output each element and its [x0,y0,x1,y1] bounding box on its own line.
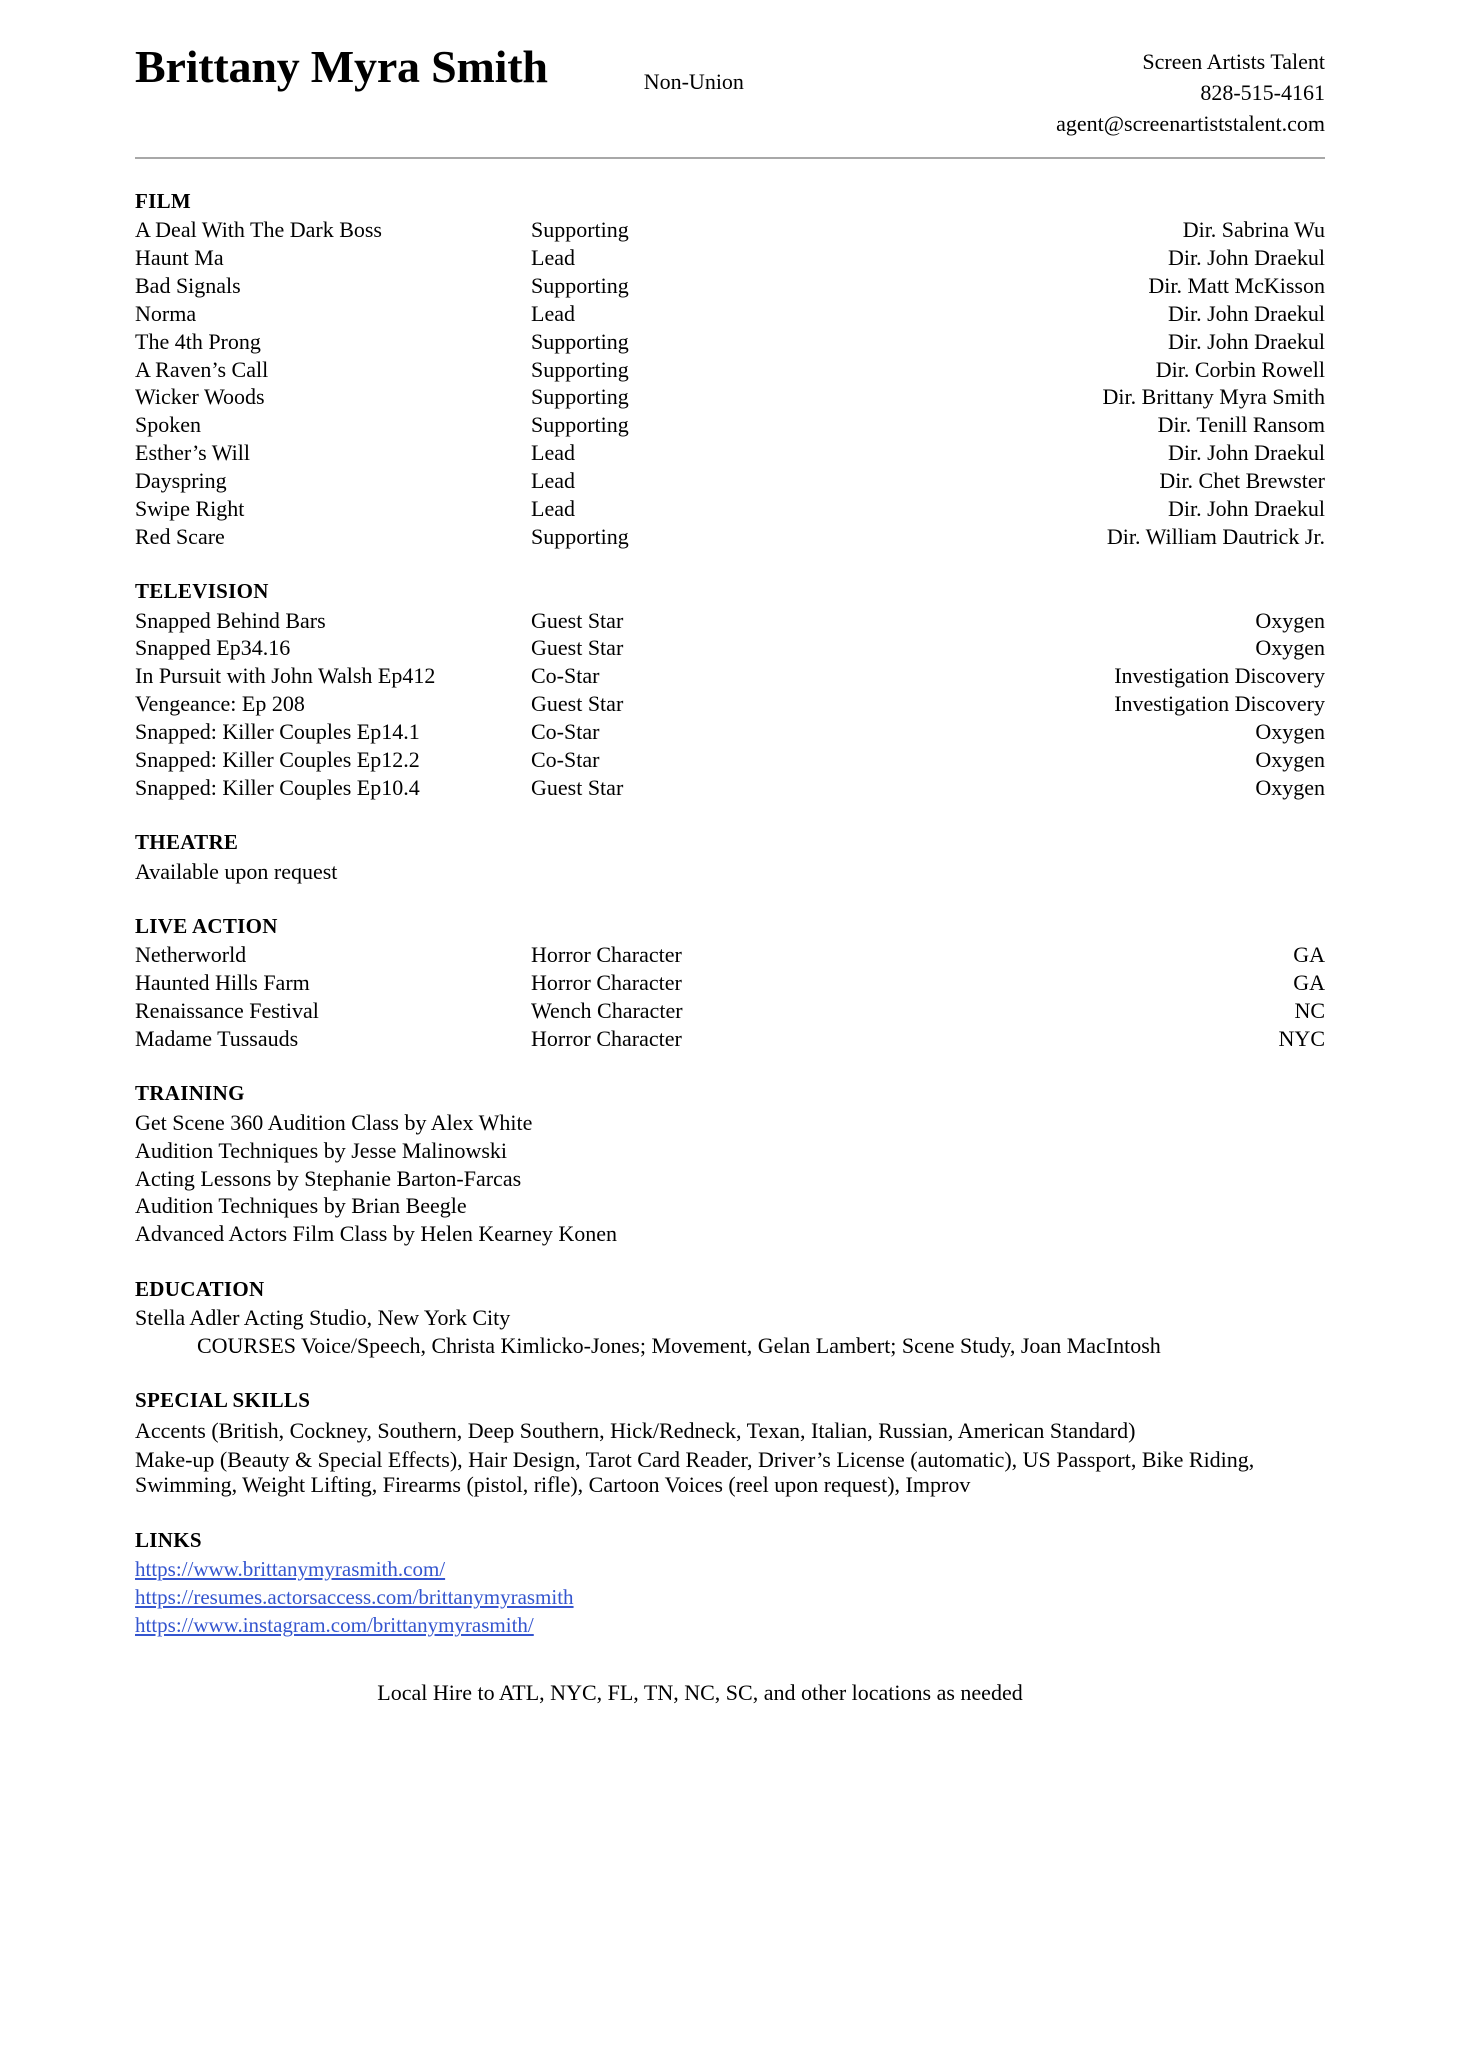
section-title-education: EDUCATION [135,1276,265,1301]
table-row [135,384,1325,412]
footer-note: Local Hire to ATL, NYC, FL, TN, NC, SC, and other locations as needed [377,1680,1023,1706]
credit-title: Wicker Woods [135,384,265,410]
list-item: Audition Techniques by Brian Beegle [135,1193,467,1219]
credit-title: The 4th Prong [135,328,261,354]
credit-role: Guest Star [531,691,624,717]
contact-block [1056,44,1325,140]
credit-role: Supporting [531,384,629,410]
section-film [135,189,1325,551]
union-status: Non-Union [643,69,744,94]
live-action-rows [135,942,1325,1053]
credit-role: Supporting [531,272,629,298]
credit-title: Haunted Hills Farm [135,970,310,996]
instagram-link[interactable]: https://www.instagram.com/brittanymyrasmith/ [135,1613,534,1638]
table-row [135,942,1325,970]
education-courses: COURSES Voice/Speech, Christa Kimlicko-Jones; Movement, Gelan Lambert; Scene Study, Joan MacIntosh [197,1332,1161,1358]
credit-director: Dir. Chet Brewster [1159,467,1325,493]
link-line [135,1556,1325,1584]
table-row [135,635,1325,663]
table-row [135,217,1325,245]
credit-role: Guest Star [531,607,624,633]
television-rows [135,607,1325,802]
credit-director: Dir. John Draekul [1167,300,1325,326]
credit-role: Lead [531,467,575,493]
credit-title: Dayspring [135,467,227,493]
table-row [135,467,1325,495]
credit-director: Dir. Corbin Rowell [1155,356,1325,382]
header-divider [135,157,1325,159]
credit-network: Oxygen [1255,635,1325,661]
credit-location: GA [1293,970,1325,996]
actor-name: Brittany Myra Smith [135,41,548,92]
section-special-skills [135,1388,1325,1499]
table-row [135,300,1325,328]
section-television [135,579,1325,802]
credit-director: Dir. John Draekul [1167,328,1325,354]
credit-role: Supporting [531,217,629,243]
website-link[interactable]: https://www.brittanymyrasmith.com/ [135,1557,446,1582]
credit-role: Lead [531,300,575,326]
credit-director: Dir. Brittany Myra Smith [1102,384,1325,410]
credit-title: Madame Tussauds [135,1025,299,1051]
credit-title: Snapped: Killer Couples Ep10.4 [135,774,420,800]
film-rows [135,217,1325,551]
credit-director: Dir. William Dautrick Jr. [1106,523,1325,549]
table-row [135,1025,1325,1053]
credit-role: Lead [531,440,575,466]
section-theatre [135,830,1325,886]
skills-other: Make-up (Beauty & Special Effects), Hair Design, Tarot Card Reader, Driver’s License (automatic), US Passport, Bike Riding, Swimming, Weight Lifting, Firearms (pistol, rifle), Cartoon Voices (reel upon request), Improv [135,1446,1255,1498]
credit-role: Horror Character [531,970,682,996]
credit-title: In Pursuit with John Walsh Ep412 [135,663,436,689]
credit-director: Dir. Tenill Ransom [1157,412,1325,438]
credit-role: Supporting [531,356,629,382]
section-title-links: LINKS [135,1527,202,1552]
link-line [135,1584,1325,1612]
link-line [135,1612,1325,1640]
credit-title: Swipe Right [135,495,245,521]
credit-location: NYC [1278,1025,1325,1051]
credit-role: Supporting [531,328,629,354]
credit-director: Dir. John Draekul [1167,245,1325,271]
credit-title: Esther’s Will [135,440,251,466]
credit-director: Dir. Sabrina Wu [1182,217,1325,243]
credit-role: Supporting [531,412,629,438]
table-row [135,718,1325,746]
table-row [135,328,1325,356]
table-row [135,691,1325,719]
table-row [135,272,1325,300]
table-row [135,746,1325,774]
agency-name: Screen Artists Talent [1142,49,1325,74]
section-title-film: FILM [135,188,192,213]
theatre-note: Available upon request [135,858,338,884]
credit-network: Oxygen [1255,774,1325,800]
credit-director: Dir. Matt McKisson [1148,272,1325,298]
credit-title: Renaissance Festival [135,998,319,1024]
section-title-training: TRAINING [135,1081,245,1106]
section-live-action [135,914,1325,1053]
credit-network: Oxygen [1255,718,1325,744]
credit-role: Supporting [531,523,629,549]
credit-role: Co-Star [531,718,600,744]
credit-title: A Deal With The Dark Boss [135,217,382,243]
section-title-live-action: LIVE ACTION [135,913,278,938]
resume-header [135,0,1325,140]
credit-role: Guest Star [531,635,624,661]
agency-email: agent@screenartiststalent.com [1056,111,1325,137]
credit-title: Netherworld [135,942,247,968]
credit-director: Dir. John Draekul [1167,495,1325,521]
credit-title: Spoken [135,412,201,438]
table-row [135,523,1325,551]
table-row [135,495,1325,523]
credit-role: Lead [531,245,575,271]
agency-phone: 828-515-4161 [1200,80,1325,106]
credit-title: Bad Signals [135,272,241,298]
credit-title: A Raven’s Call [135,356,269,382]
actors-access-link[interactable]: https://resumes.actorsaccess.com/brittanymyrasmith [135,1585,574,1610]
credit-role: Co-Star [531,663,600,689]
credit-title: Norma [135,300,197,326]
credit-title: Vengeance: Ep 208 [135,691,305,717]
table-row [135,970,1325,998]
credit-title: Snapped Ep34.16 [135,635,291,661]
table-row [135,356,1325,384]
table-row [135,663,1325,691]
table-row [135,774,1325,802]
table-row [135,245,1325,273]
credit-director: Dir. John Draekul [1167,440,1325,466]
credit-title: Haunt Ma [135,245,224,271]
credit-role: Horror Character [531,942,682,968]
table-row [135,412,1325,440]
section-title-television: TELEVISION [135,579,269,604]
credit-location: NC [1294,998,1325,1024]
list-item: Advanced Actors Film Class by Helen Kearney Konen [135,1221,618,1247]
credit-role: Wench Character [531,998,683,1024]
credit-location: GA [1293,942,1325,968]
credit-role: Horror Character [531,1025,682,1051]
section-title-special-skills: SPECIAL SKILLS [135,1388,311,1413]
credit-title: Snapped: Killer Couples Ep14.1 [135,718,420,744]
credit-title: Red Scare [135,523,225,549]
credit-title: Snapped: Killer Couples Ep12.2 [135,746,420,772]
table-row [135,607,1325,635]
education-school: Stella Adler Acting Studio, New York City [135,1305,511,1331]
table-row [135,440,1325,468]
section-title-theatre: THEATRE [135,830,239,855]
credit-network: Investigation Discovery [1114,691,1325,717]
header-left-group [135,41,1056,94]
credit-network: Oxygen [1255,607,1325,633]
skills-accents: Accents (British, Cockney, Southern, Deep Southern, Hick/Redneck, Texan, Italian, Russian, American Standard) [135,1417,1136,1443]
section-links [135,1528,1325,1641]
section-training [135,1081,1325,1248]
credit-role: Lead [531,495,575,521]
list-item: Audition Techniques by Jesse Malinowski [135,1137,508,1163]
credit-network: Investigation Discovery [1114,663,1325,689]
table-row [135,998,1325,1026]
list-item: Acting Lessons by Stephanie Barton-Farcas [135,1165,522,1191]
section-education [135,1277,1325,1361]
credit-network: Oxygen [1255,746,1325,772]
credit-role: Co-Star [531,746,600,772]
list-item: Get Scene 360 Audition Class by Alex White [135,1109,533,1135]
credit-role: Guest Star [531,774,624,800]
credit-title: Snapped Behind Bars [135,607,326,633]
